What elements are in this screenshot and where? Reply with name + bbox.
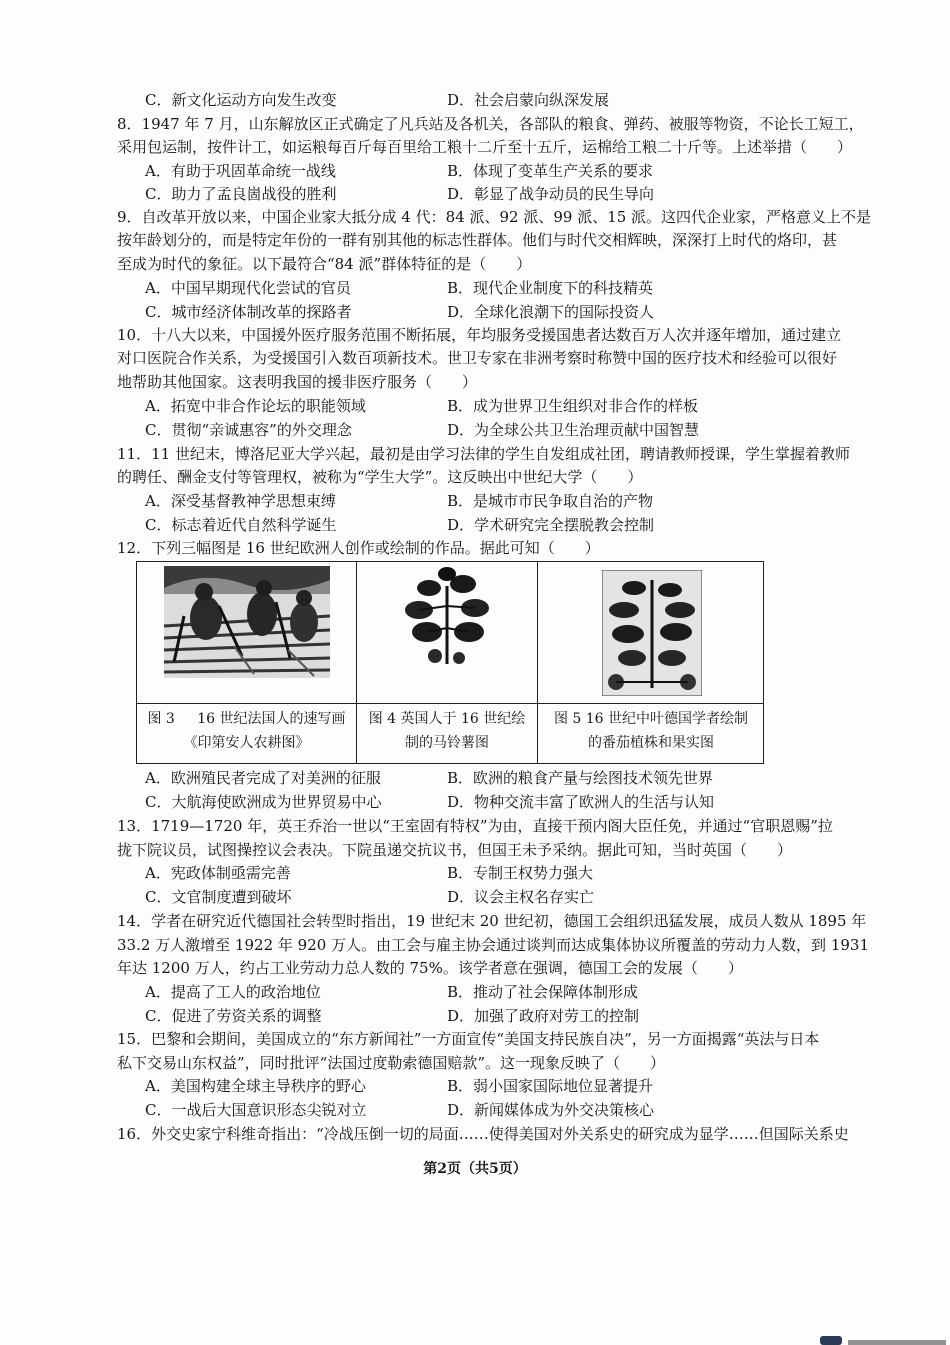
q12-stem-line-1: 12．下列三幅图是 16 世纪欧洲人创作或绘制的作品。据此可知（ ） [117, 539, 600, 557]
q14-option-b: B．推动了社会保障体制形成 [447, 983, 639, 1001]
q9-option-a: A．中国早期现代化尝试的官员 [145, 279, 351, 297]
q8-option-c: C．助力了孟良崮战役的胜利 [145, 185, 337, 203]
q9-option-c: C．城市经济体制改革的探路者 [145, 303, 352, 321]
scanner-watermark-logo [820, 1322, 950, 1345]
q14-stem-line-1: 14．学者在研究近代德国社会转型时指出，19 世纪末 20 世纪初，德国工会组织迅猛发展，成员人数从 1895 年 [117, 912, 867, 930]
q10-option-a: A．拓宽中非合作论坛的职能领域 [145, 397, 366, 415]
q9-stem-line-1: 9．自改革开放以来，中国企业家大抵分成 4 代：84 派、92 派、99 派、15 派。这四代企业家，严格意义上不是 [117, 208, 872, 226]
q10-option-c: C．贯彻“亲诚惠容”的外交理念 [145, 421, 352, 439]
q11-option-c: C．标志着近代自然科学诞生 [145, 516, 337, 534]
figure-4-cell [357, 562, 538, 763]
figure-5-caption-1: 16 世纪中叶德国学者绘制 [585, 711, 749, 727]
q15-option-d: D．新闻媒体成为外交决策核心 [447, 1101, 655, 1119]
potato-plant-image [399, 566, 495, 666]
q7-option-d: D．社会启蒙向纵深发展 [447, 91, 610, 109]
q10-option-b: B．成为世界卫生组织对非合作的样板 [447, 397, 699, 415]
page-number: 第2页（共5页） [423, 1161, 527, 1177]
q10-stem-line-3: 地帮助其他国家。这表明我国的援非医疗服务（ ） [117, 373, 478, 391]
q15-stem-line-2: 私下交易山东权益”，同时批评“法国过度勒索德国赔款”。这一现象反映了（ ） [117, 1054, 666, 1072]
q12-option-b: B．欧洲的粮食产量与绘图技术领先世界 [447, 769, 714, 787]
q13-stem-line-2: 拢下院议员，试图操控议会表决。下院虽递交抗议书，但国王未予采纳。据此可知，当时英国（ ） [117, 841, 793, 859]
q11-option-b: B．是城市市民争取自治的产物 [447, 492, 654, 510]
figure-3-label: 图 3 [147, 711, 175, 727]
q11-option-a: A．深受基督教神学思想束缚 [145, 492, 336, 510]
q15-option-c: C．一战后大国意识形态尖锐对立 [145, 1101, 367, 1119]
q8-option-b: B．体现了变革生产关系的要求 [447, 162, 654, 180]
q8-stem-line-1: 8．1947 年 7 月，山东解放区正式确定了凡兵站及各机关，各部队的粮食、弹药、被服等物资，不论长工短工， [117, 115, 864, 133]
q14-stem-line-2: 33.2 万人激增至 1922 年 920 万人。由工会与雇主协会通过谈判而达成集体协议所覆盖的劳动力人数，到 1931 [117, 936, 869, 954]
q13-option-c: C．文官制度遭到破坏 [145, 888, 292, 906]
q12-option-a: A．欧洲殖民者完成了对美洲的征服 [145, 769, 381, 787]
q10-stem-line-1: 10．十八大以来，中国援外医疗服务范围不断拓展，年均服务受援国患者达数百万人次并逐年增加，通过建立 [117, 326, 842, 344]
figure-3-cell [137, 562, 357, 763]
figure-3-caption-line-1 [137, 707, 356, 731]
q12-figure-table [136, 561, 764, 764]
q7-option-c: C．新文化运动方向发生改变 [145, 91, 337, 109]
q14-stem-line-3: 年达 1200 万人，约占工业劳动力总人数的 75%。该学者意在强调，德国工会的发展（ ） [117, 959, 743, 977]
q12-option-c: C．大航海使欧洲成为世界贸易中心 [145, 793, 382, 811]
figure-4-caption-2: 制的马铃薯图 [405, 735, 489, 751]
q15-option-a: A．美国构建全球主导秩序的野心 [145, 1077, 366, 1095]
q14-option-d: D．加强了政府对劳工的控制 [447, 1007, 640, 1025]
q13-option-b: B．专制王权势力强大 [447, 864, 594, 882]
q13-stem-line-1: 13．1719—1720 年，英王乔治一世以“王室固有特权”为由，直接干预内阁大臣任免，并通过“官职恩赐”拉 [117, 817, 833, 835]
figure-table-divider [137, 703, 763, 704]
q15-stem-line-1: 15．巴黎和会期间，美国成立的“东方新闻社”一方面宣传“美国支持民族自决”，另一方面揭露“英法与日本 [117, 1030, 820, 1048]
figure-4-caption-line-1 [357, 707, 537, 731]
figure-5-caption-line-1 [538, 707, 764, 731]
q11-stem-line-2: 的聘任、酬金支付等管理权，被称为“学生大学”。这反映出中世纪大学（ ） [117, 468, 643, 486]
q14-option-c: C．促进了劳资关系的调整 [145, 1007, 322, 1025]
q8-stem-line-2: 采用包运制，按件计工，如运粮每百斤每百里给工粮十二斤至十五斤，运棉给工粮二十斤等。上述举措（ ） [117, 138, 853, 156]
farming-sketch-image [164, 566, 330, 678]
q10-option-d: D．为全球公共卫生治理贡献中国智慧 [447, 421, 700, 439]
figure-4-caption-1: 英国人于 16 世纪绘 [400, 711, 526, 727]
figure-3-caption-2: 《印第安人农耕图》 [183, 735, 310, 751]
q14-option-a: A．提高了工人的政治地位 [145, 983, 321, 1001]
q8-option-d: D．彰显了战争动员的民生导向 [447, 185, 655, 203]
q9-stem-line-3: 至成为时代的象征。以下最符合“84 派”群体特征的是（ ） [117, 255, 532, 273]
q9-stem-line-2: 按年龄划分的，而是特定年份的一群有别其他的标志性群体。他们与时代交相辉映，深深打上时代的烙印，甚 [117, 231, 838, 249]
figure-5-label: 图 5 [553, 711, 582, 727]
q16-stem-line-1: 16．外交史家宁科维奇指出：“冷战压倒一切的局面……使得美国对外关系史的研究成为显学……但国际关系史 [117, 1125, 849, 1143]
q9-option-b: B．现代企业制度下的科技精英 [447, 279, 654, 297]
q11-option-d: D．学术研究完全摆脱教会控制 [447, 516, 655, 534]
figure-5-caption-2: 的番茄植株和果实图 [588, 735, 714, 751]
q11-stem-line-1: 11．11 世纪末，博洛尼亚大学兴起，最初是由学习法律的学生自发组成社团，聘请教师授课，学生掌握着教师 [117, 445, 850, 463]
q13-option-a: A．宪政体制亟需完善 [145, 864, 291, 882]
q8-option-a: A．有助于巩固革命统一战线 [145, 162, 336, 180]
figure-5-cell [538, 562, 764, 763]
q13-option-d: D．议会主权名存实亡 [447, 888, 595, 906]
tomato-plant-image [602, 570, 702, 696]
figure-4-label: 图 4 [368, 711, 397, 727]
q15-option-b: B．弱小国家国际地位显著提升 [447, 1077, 654, 1095]
q10-stem-line-2: 对口医院合作关系，为受援国引入数百项新技术。世卫专家在非洲考察时称赞中国的医疗技术和经验可以很好 [117, 349, 838, 367]
q12-option-d: D．物种交流丰富了欧洲人的生活与认知 [447, 793, 715, 811]
q9-option-d: D．全球化浪潮下的国际投资人 [447, 303, 655, 321]
figure-3-caption-1: 16 世纪法国人的速写画 [197, 711, 346, 727]
